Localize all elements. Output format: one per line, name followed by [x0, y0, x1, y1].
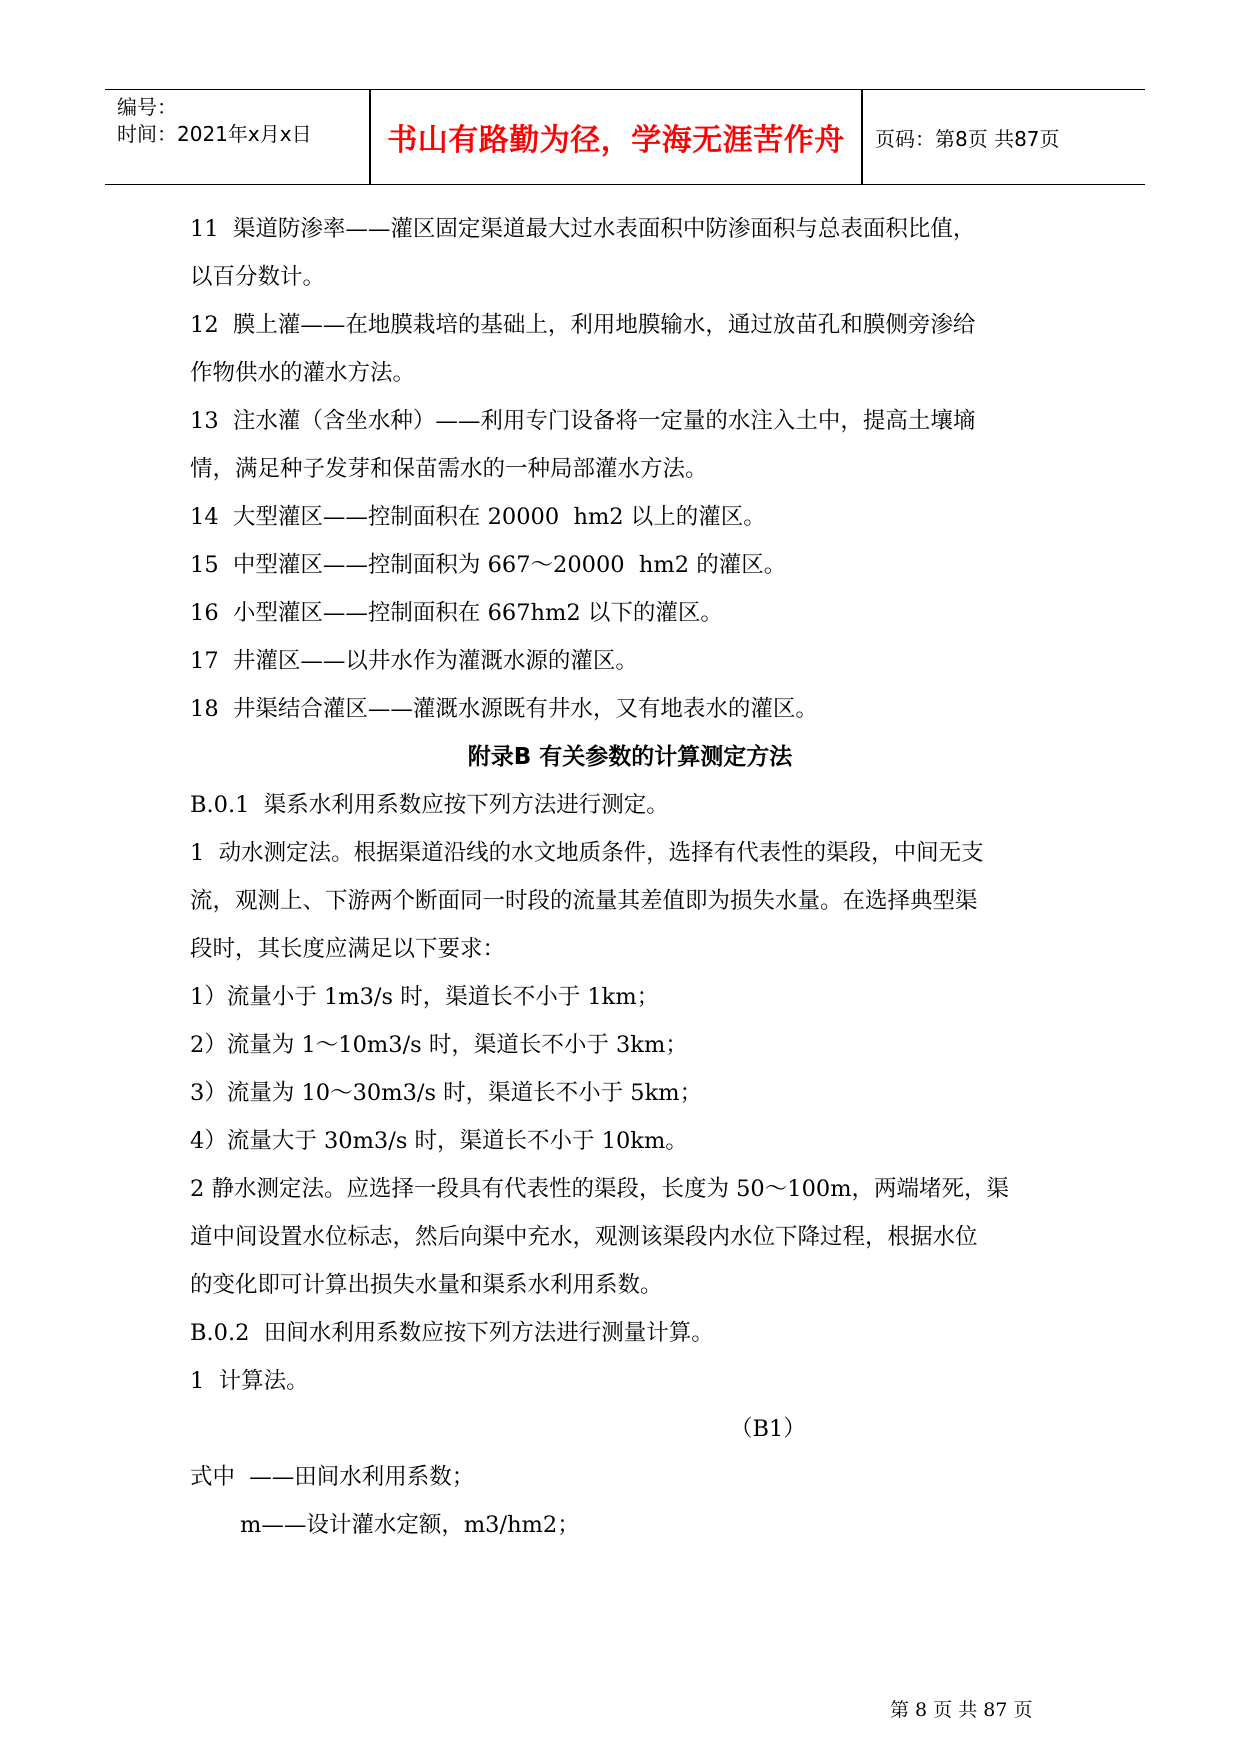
paragraph: 11 渠道防渗率——灌区固定渠道最大过水表面积中防渗面积与总表面积比值，	[190, 216, 976, 242]
page-footer: 第 8 页 共 87 页	[890, 1699, 1033, 1721]
paragraph: 1 计算法。	[190, 1368, 309, 1394]
paragraph: 的变化即可计算出损失水量和渠系水利用系数。	[190, 1272, 663, 1298]
header-motto: 书山有路勤为径，学海无涯苦作舟	[387, 123, 845, 158]
header-divider	[861, 90, 863, 184]
paragraph: m——设计灌水定额，m3/hm2；	[240, 1512, 580, 1538]
paragraph: 1 动水测定法。根据渠道沿线的水文地质条件，选择有代表性的渠段，中间无支	[190, 840, 984, 866]
paragraph: 情，满足种子发芽和保苗需水的一种局部灌水方法。	[190, 456, 708, 482]
paragraph: 流，观测上、下游两个断面同一时段的流量其差值即为损失水量。在选择典型渠	[190, 888, 978, 914]
paragraph: 13 注水灌（含坐水种）——利用专门设备将一定量的水注入土中，提高土壤墒	[190, 408, 976, 434]
paragraph: 14 大型灌区——控制面积在 20000 hm2 以上的灌区。	[190, 504, 766, 530]
number-label: 编号：	[117, 95, 177, 119]
paragraph: B.0.2 田间水利用系数应按下列方法进行测量计算。	[190, 1320, 714, 1346]
paragraph: 16 小型灌区——控制面积在 667hm2 以下的灌区。	[190, 600, 723, 626]
paragraph: 以百分数计。	[190, 264, 326, 290]
paragraph: B.0.1 渠系水利用系数应按下列方法进行测定。	[190, 792, 669, 818]
paragraph: 18 井渠结合灌区——灌溉水源既有井水，又有地表水的灌区。	[190, 696, 818, 722]
appendix-heading: 附录B 有关参数的计算测定方法	[467, 744, 793, 770]
paragraph: 15 中型灌区——控制面积为 667～20000 hm2 的灌区。	[190, 552, 787, 578]
header-meta	[117, 94, 367, 148]
paragraph: 2）流量为 1～10m3/s 时，渠道长不小于 3km；	[190, 1032, 688, 1058]
paragraph: 段时，其长度应满足以下要求：	[190, 936, 506, 962]
time-label: 时间：2021年x月x日	[117, 122, 312, 146]
equation-label: （B1）	[730, 1416, 806, 1442]
paragraph: 1）流量小于 1m3/s 时，渠道长不小于 1km；	[190, 984, 660, 1010]
paragraph: 作物供水的灌水方法。	[190, 360, 416, 386]
document-body	[190, 205, 1070, 1549]
page-header	[105, 89, 1145, 185]
paragraph: 12 膜上灌——在地膜栽培的基础上，利用地膜输水，通过放苗孔和膜侧旁渗给	[190, 312, 976, 338]
paragraph: 4）流量大于 30m3/s 时，渠道长不小于 10km。	[190, 1128, 688, 1154]
paragraph: 3）流量为 10～30m3/s 时，渠道长不小于 5km；	[190, 1080, 703, 1106]
paragraph: 2 静水测定法。应选择一段具有代表性的渠段，长度为 50～100m，两端堵死，渠	[190, 1176, 1010, 1202]
paragraph: 式中 ——田间水利用系数；	[190, 1464, 475, 1490]
paragraph: 17 井灌区——以井水作为灌溉水源的灌区。	[190, 648, 638, 674]
paragraph: 道中间设置水位标志，然后向渠中充水，观测该渠段内水位下降过程，根据水位	[190, 1224, 978, 1250]
header-page-info: 页码：第8页 共87页	[875, 126, 1060, 151]
